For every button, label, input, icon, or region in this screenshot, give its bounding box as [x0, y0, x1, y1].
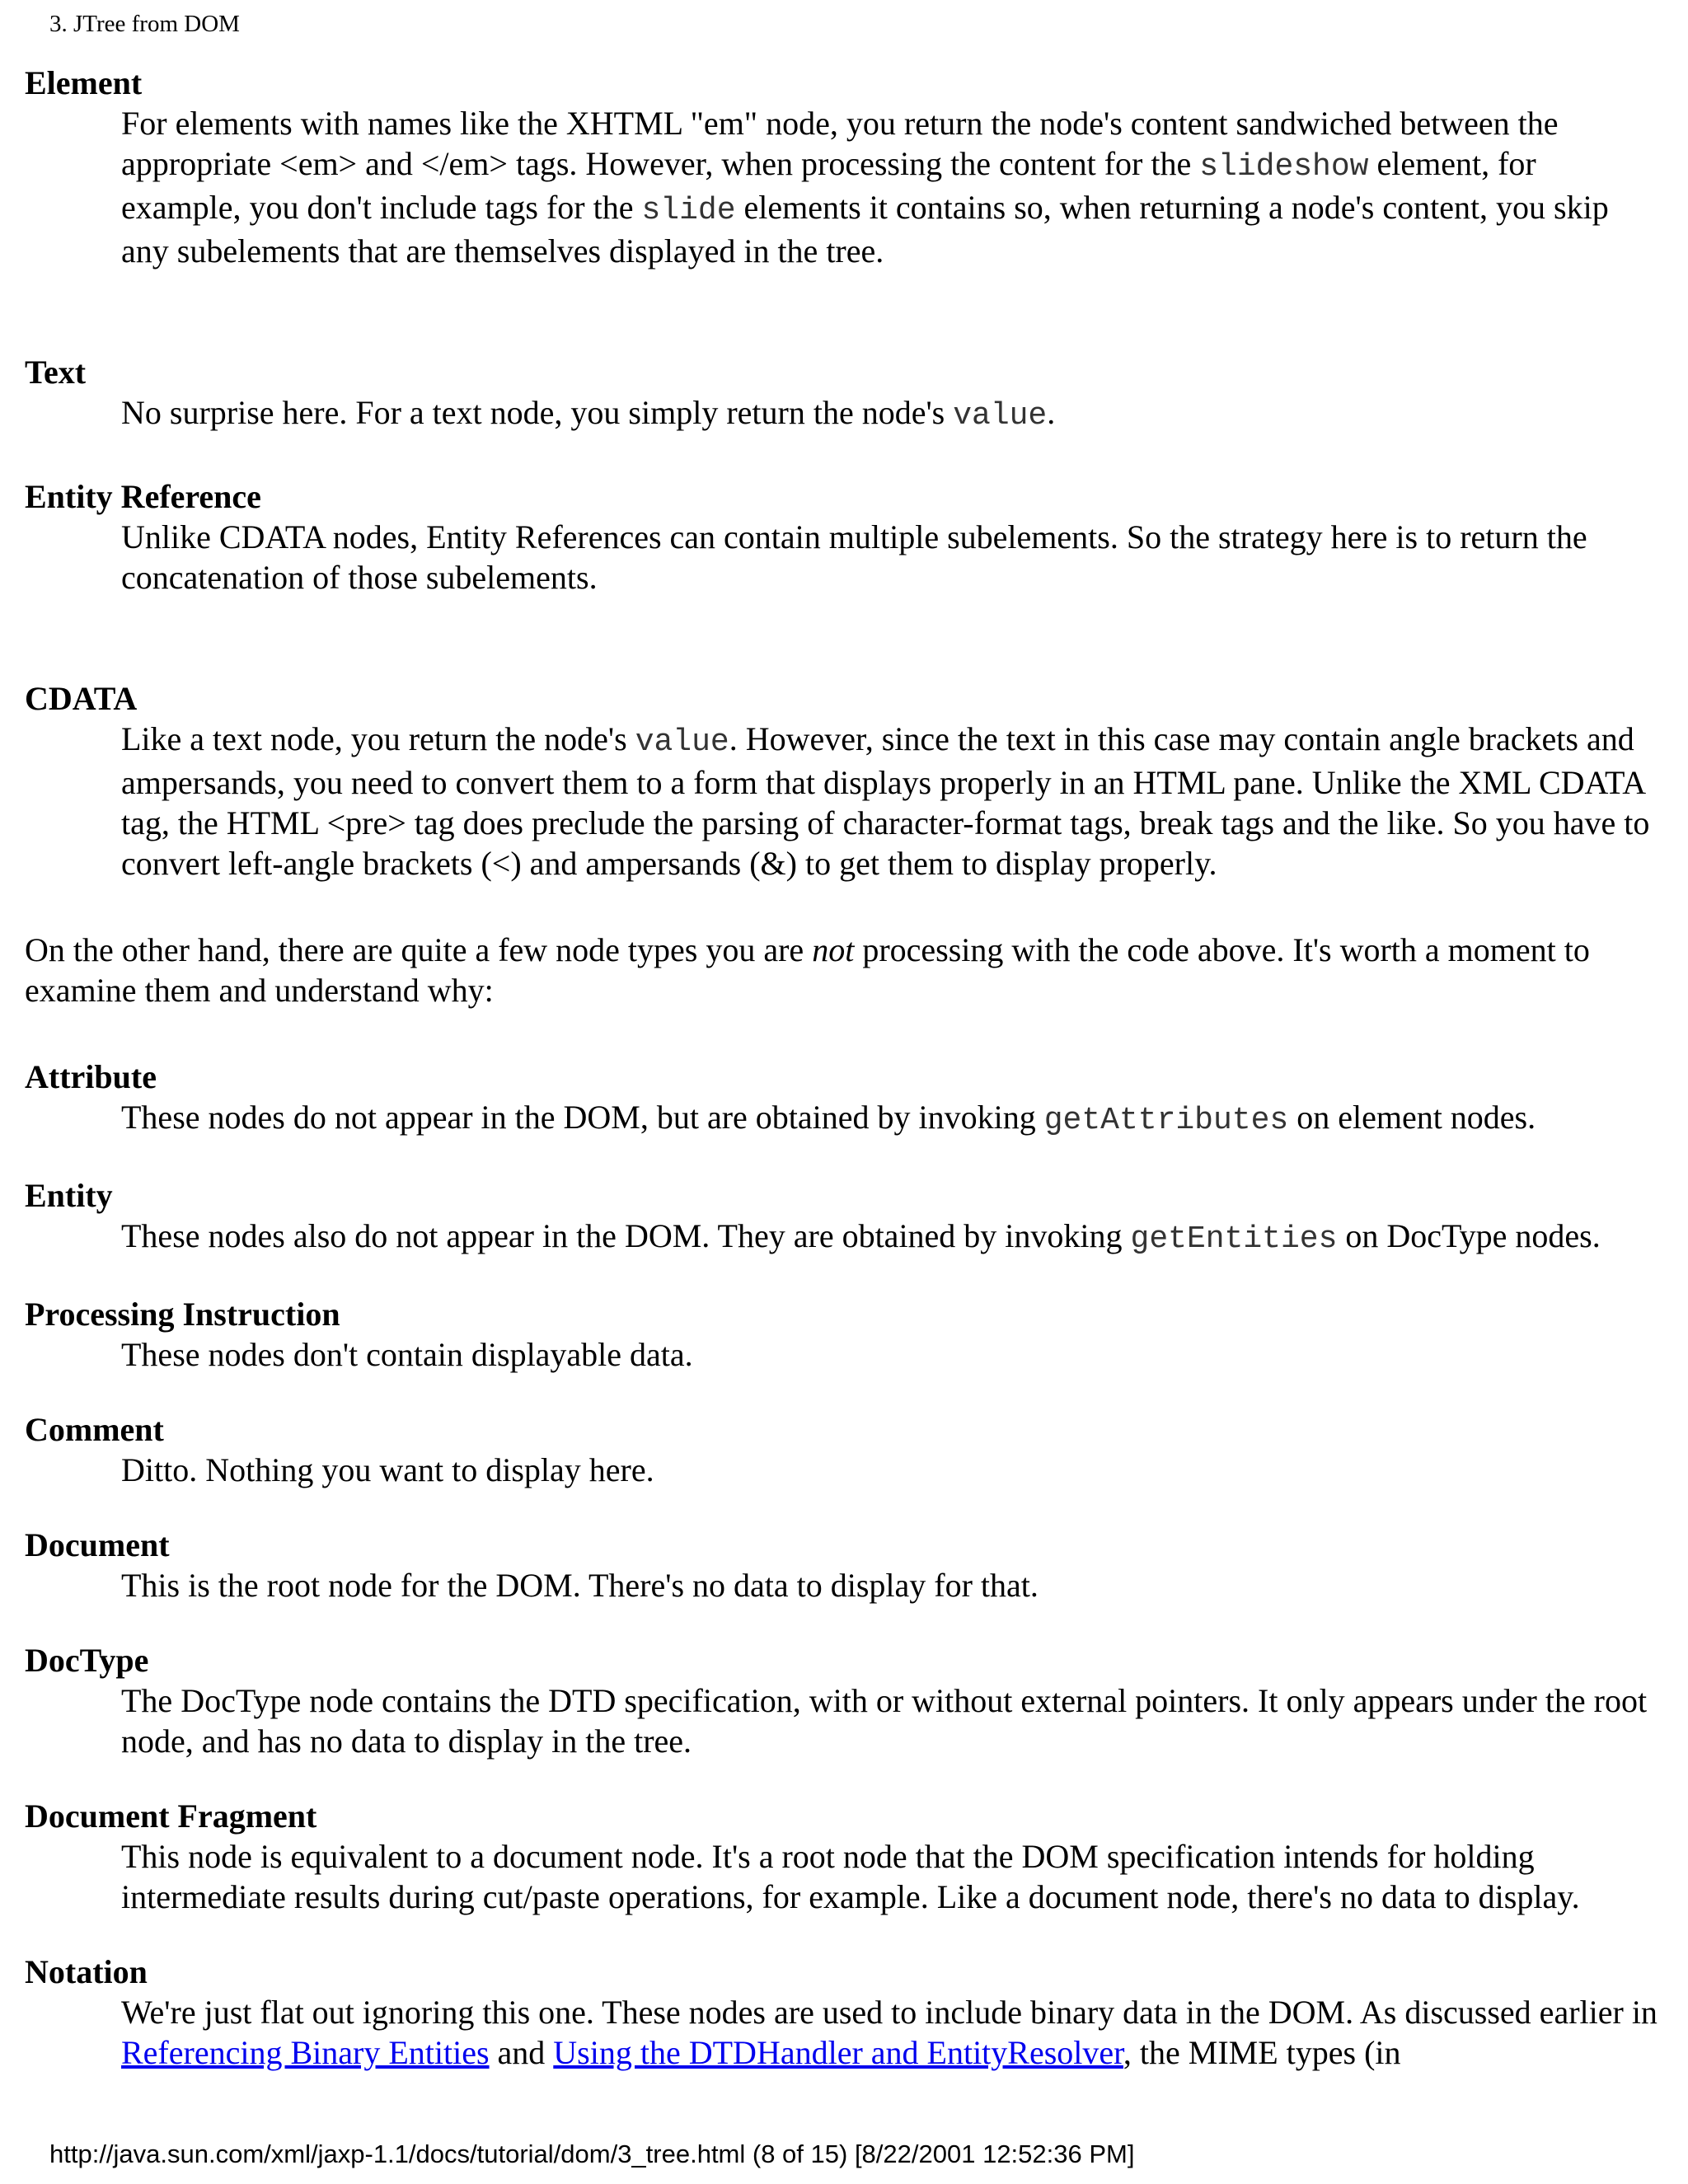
- entry-document: [25, 1525, 1661, 1605]
- emphasis: not: [812, 931, 855, 968]
- document-body: [25, 63, 1661, 2073]
- text: , the MIME types (in: [1123, 2034, 1401, 2071]
- definition-cdata: [121, 719, 1661, 883]
- entry-entity: [25, 1175, 1661, 1259]
- definition-text: [121, 392, 1661, 436]
- intro-paragraph: [25, 930, 1661, 1010]
- entry-text: [25, 352, 1661, 436]
- text: These nodes also do not appear in the DOM. They are obtained by invoking: [121, 1217, 1131, 1254]
- term-element: Element: [25, 64, 143, 101]
- term-cdata: CDATA: [25, 680, 138, 717]
- definition-element: [121, 103, 1661, 271]
- term-doctype: DocType: [25, 1642, 149, 1679]
- definition-document: This is the root node for the DOM. There's no data to display for that.: [121, 1567, 1039, 1604]
- entry-cdata: [25, 678, 1661, 883]
- term-comment: Comment: [25, 1411, 164, 1448]
- code-getentities: getEntities: [1130, 1221, 1338, 1257]
- entry-comment: [25, 1409, 1661, 1490]
- text: These nodes do not appear in the DOM, but are obtained by invoking: [121, 1099, 1044, 1136]
- text: elements it contains so, when returning a node's content, you skip any subelements that are themselves displayed in the tree.: [121, 189, 1609, 269]
- text: Like a text node, you return the node's: [121, 720, 635, 757]
- text: on DocType nodes.: [1337, 1217, 1601, 1254]
- definition-attribute: [121, 1097, 1661, 1141]
- definition-notation: [121, 1992, 1661, 2073]
- text: and: [489, 2034, 554, 2071]
- entry-processing-instruction: [25, 1294, 1661, 1375]
- code-slide: slide: [641, 193, 736, 228]
- code-getattributes: getAttributes: [1043, 1103, 1289, 1138]
- page-footer-url: http://java.sun.com/xml/jaxp-1.1/docs/tutorial/dom/3_tree.html (8 of 15) [8/22/2001 12:52:36 PM]: [49, 2139, 1135, 2168]
- text: We're just flat out ignoring this one. These nodes are used to include binary data in the DOM. As discussed earlier in: [121, 1994, 1658, 2031]
- term-attribute: Attribute: [25, 1058, 157, 1095]
- term-entity-reference: Entity Reference: [25, 478, 261, 515]
- code-slideshow: slideshow: [1199, 149, 1369, 185]
- definition-processing-instruction: These nodes don't contain displayable data.: [121, 1336, 693, 1373]
- term-processing-instruction: Processing Instruction: [25, 1296, 340, 1333]
- definition-comment: Ditto. Nothing you want to display here.: [121, 1451, 654, 1488]
- text: on element nodes.: [1288, 1099, 1536, 1136]
- code-value: value: [953, 398, 1048, 434]
- link-referencing-binary-entities[interactable]: Referencing Binary Entities: [121, 2034, 490, 2071]
- entry-attribute: [25, 1057, 1661, 1141]
- term-document: Document: [25, 1526, 170, 1563]
- term-notation: Notation: [25, 1953, 148, 1990]
- page-header-title: 3. JTree from DOM: [49, 11, 240, 37]
- entry-doctype: [25, 1640, 1661, 1761]
- text: element, for example, you don't include tags for the: [121, 145, 1536, 226]
- text: processing with the code above. It's worth a moment to examine them and understand why:: [25, 931, 1590, 1009]
- text: .: [1047, 394, 1056, 431]
- link-using-dtdhandler-entityresolver[interactable]: Using the DTDHandler and EntityResolver: [553, 2034, 1123, 2071]
- definition-doctype: The DocType node contains the DTD specification, with or without external pointers. It only appears under the root node, and has no data to display in the tree.: [121, 1682, 1648, 1760]
- term-document-fragment: Document Fragment: [25, 1797, 317, 1835]
- definition-entity: [121, 1216, 1661, 1259]
- text: For elements with names like the XHTML "em" node, you return the node's content sandwiched between the appropriate <em> and </em> tags. However, when processing the content for the: [121, 105, 1559, 182]
- term-text: Text: [25, 354, 87, 391]
- code-value: value: [635, 724, 729, 760]
- text: On the other hand, there are quite a few node types you are: [25, 931, 813, 968]
- entry-element: [25, 63, 1661, 271]
- entry-document-fragment: [25, 1796, 1661, 1917]
- text: No surprise here. For a text node, you simply return the node's: [121, 394, 954, 431]
- text: . However, since the text in this case may contain angle brackets and ampersands, you need to convert them to a form that displays properly in an HTML pane. Unlike the XML CDATA tag, the HTML <pre> tag does preclude the parsing of character-format tags, break tags and the like. So you have to convert left-angle brackets (<) and ampersands (&) to get them to display properly.: [121, 720, 1650, 882]
- entry-notation: [25, 1952, 1661, 2073]
- term-entity: Entity: [25, 1177, 113, 1214]
- entry-entity-reference: [25, 476, 1661, 598]
- definition-entity-reference: Unlike CDATA nodes, Entity References can contain multiple subelements. So the strategy here is to return the concatenation of those subelements.: [121, 518, 1587, 596]
- definition-document-fragment: This node is equivalent to a document node. It's a root node that the DOM specification intends for holding intermediate results during cut/paste operations, for example. Like a document node, there's no data to display.: [121, 1838, 1580, 1915]
